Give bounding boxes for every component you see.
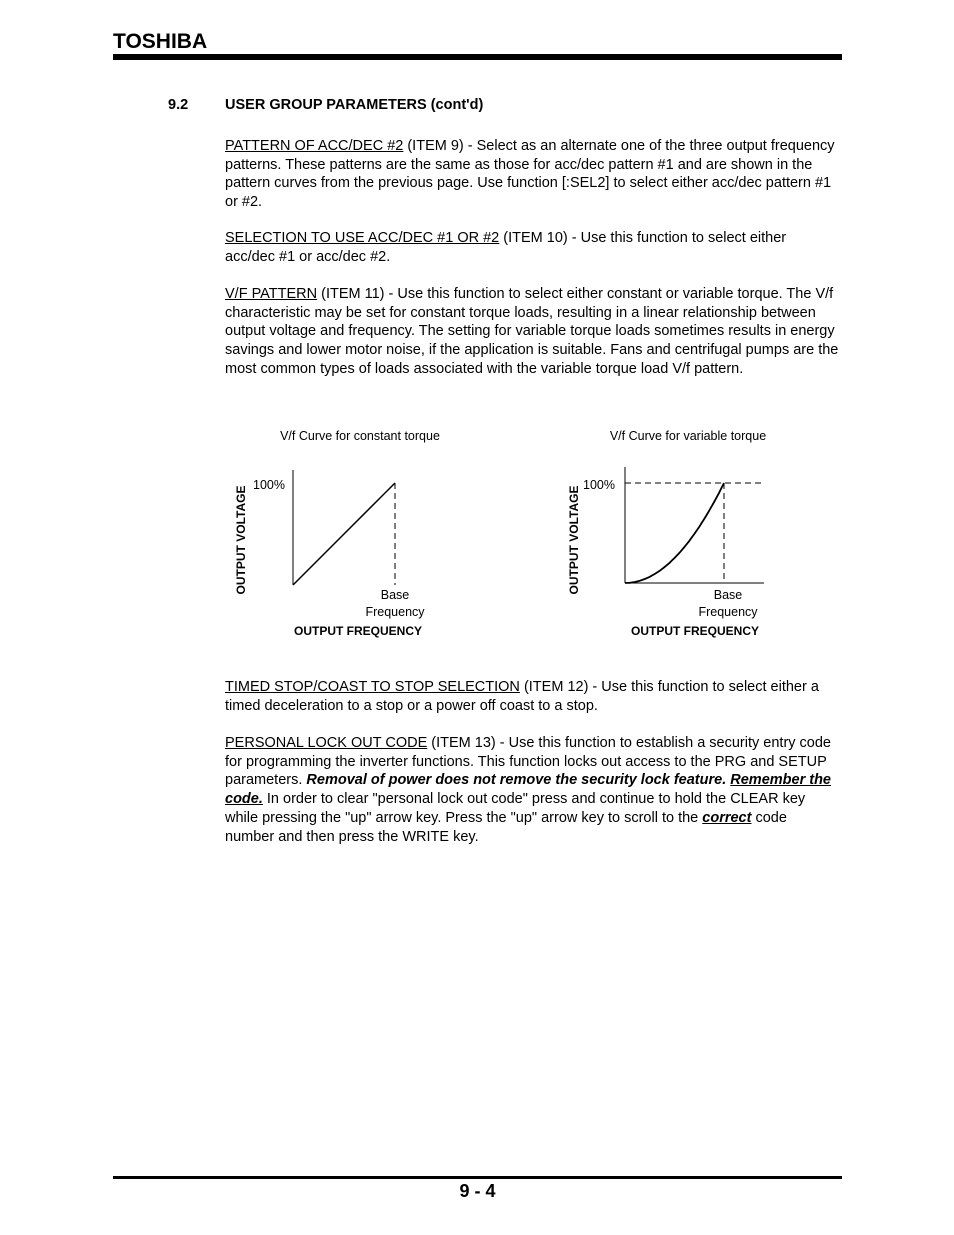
- paragraph-text: code number and then press the WRITE key.: [225, 809, 787, 845]
- paragraph-text: (ITEM 9) - Select as an alternate one of the three output frequency patterns. These patterns are the same as those for acc/dec pattern #1 and are shown in the pattern curves from the previous page. Use function [:SEL2] to select either acc/dec pattern #1 or #2.: [225, 138, 835, 211]
- y-axis-label: OUTPUT VOLTAGE: [234, 485, 248, 595]
- x-tick-label-base: Base: [380, 588, 410, 602]
- term-vf-pattern: V/F PATTERN: [225, 286, 318, 302]
- chart-variable-torque: [555, 425, 825, 645]
- section-number: 9.2: [168, 97, 189, 113]
- paragraph-text: (ITEM 13) - Use this function to establish a security entry code for programming the inverter functions. This function locks out access to the PRG and SETUP parameters.: [225, 735, 831, 789]
- chart-title: V/f Curve for variable torque: [609, 429, 767, 443]
- emphasis-remember: Remember the code.: [225, 772, 831, 808]
- paragraph-personal-lock-out: [225, 734, 840, 846]
- section-title: USER GROUP PARAMETERS (cont'd): [225, 97, 484, 113]
- series-line: [293, 483, 395, 585]
- term-acc-dec-pattern-2: PATTERN OF ACC/DEC #2: [225, 138, 404, 154]
- paragraph-text: In order to clear "personal lock out code" press and continue to hold the CLEAR key while pressing the "up" arrow key. Press the "up" arrow key to scroll to the: [225, 791, 806, 826]
- x-axis-label: OUTPUT FREQUENCY: [293, 624, 423, 638]
- chart-constant-torque: [225, 425, 495, 645]
- header-rule: [113, 54, 842, 60]
- series-line: [625, 483, 724, 583]
- y-axis-label: OUTPUT VOLTAGE: [567, 485, 581, 595]
- term-timed-stop: TIMED STOP/COAST TO STOP SELECTION: [225, 679, 520, 695]
- paragraph-vf-pattern: [225, 285, 840, 379]
- footer-rule: [113, 1176, 842, 1179]
- paragraph-timed-stop: [225, 678, 840, 715]
- y-tick-label: 100%: [253, 478, 285, 492]
- x-tick-label-base: Base: [713, 588, 743, 602]
- chart-title: V/f Curve for constant torque: [280, 429, 440, 443]
- paragraph-text: (ITEM 11) - Use this function to select either constant or variable torque. The V/f characteristic may be set for constant torque loads, resulting in a linear relationship between output voltage and frequency. The setting for variable torque loads sometimes results in energy savings and lower motor noise, if the application is suitable. Fans and centrifugal pumps are the most common types of loads associated with the variable torque load V/f pattern.: [225, 286, 839, 377]
- paragraph-text: (ITEM 10) - Use this function to select either acc/dec #1 or acc/dec #2.: [225, 230, 787, 265]
- x-tick-label-frequency: Frequency: [698, 605, 758, 619]
- chart-constant-torque-svg: [225, 425, 495, 645]
- paragraph-acc-dec-pattern-2: [225, 137, 840, 212]
- emphasis-correct: correct: [702, 809, 752, 826]
- paragraph-acc-dec-selection: [225, 229, 840, 266]
- page-number: 9 - 4: [459, 1181, 496, 1201]
- emphasis-warning: Removal of power does not remove the security lock feature.: [306, 772, 727, 789]
- term-acc-dec-selection: SELECTION TO USE ACC/DEC #1 OR #2: [225, 230, 500, 246]
- x-axis-label: OUTPUT FREQUENCY: [630, 624, 760, 638]
- x-tick-label-frequency: Frequency: [365, 605, 425, 619]
- term-personal-lock-out: PERSONAL LOCK OUT CODE: [225, 735, 428, 751]
- chart-variable-torque-svg: [555, 425, 825, 645]
- brand-logo: TOSHIBA: [113, 30, 208, 53]
- paragraph-text: (ITEM 12) - Use this function to select either a timed deceleration to a stop or a power off coast to a stop.: [225, 679, 819, 714]
- y-tick-label: 100%: [583, 478, 615, 492]
